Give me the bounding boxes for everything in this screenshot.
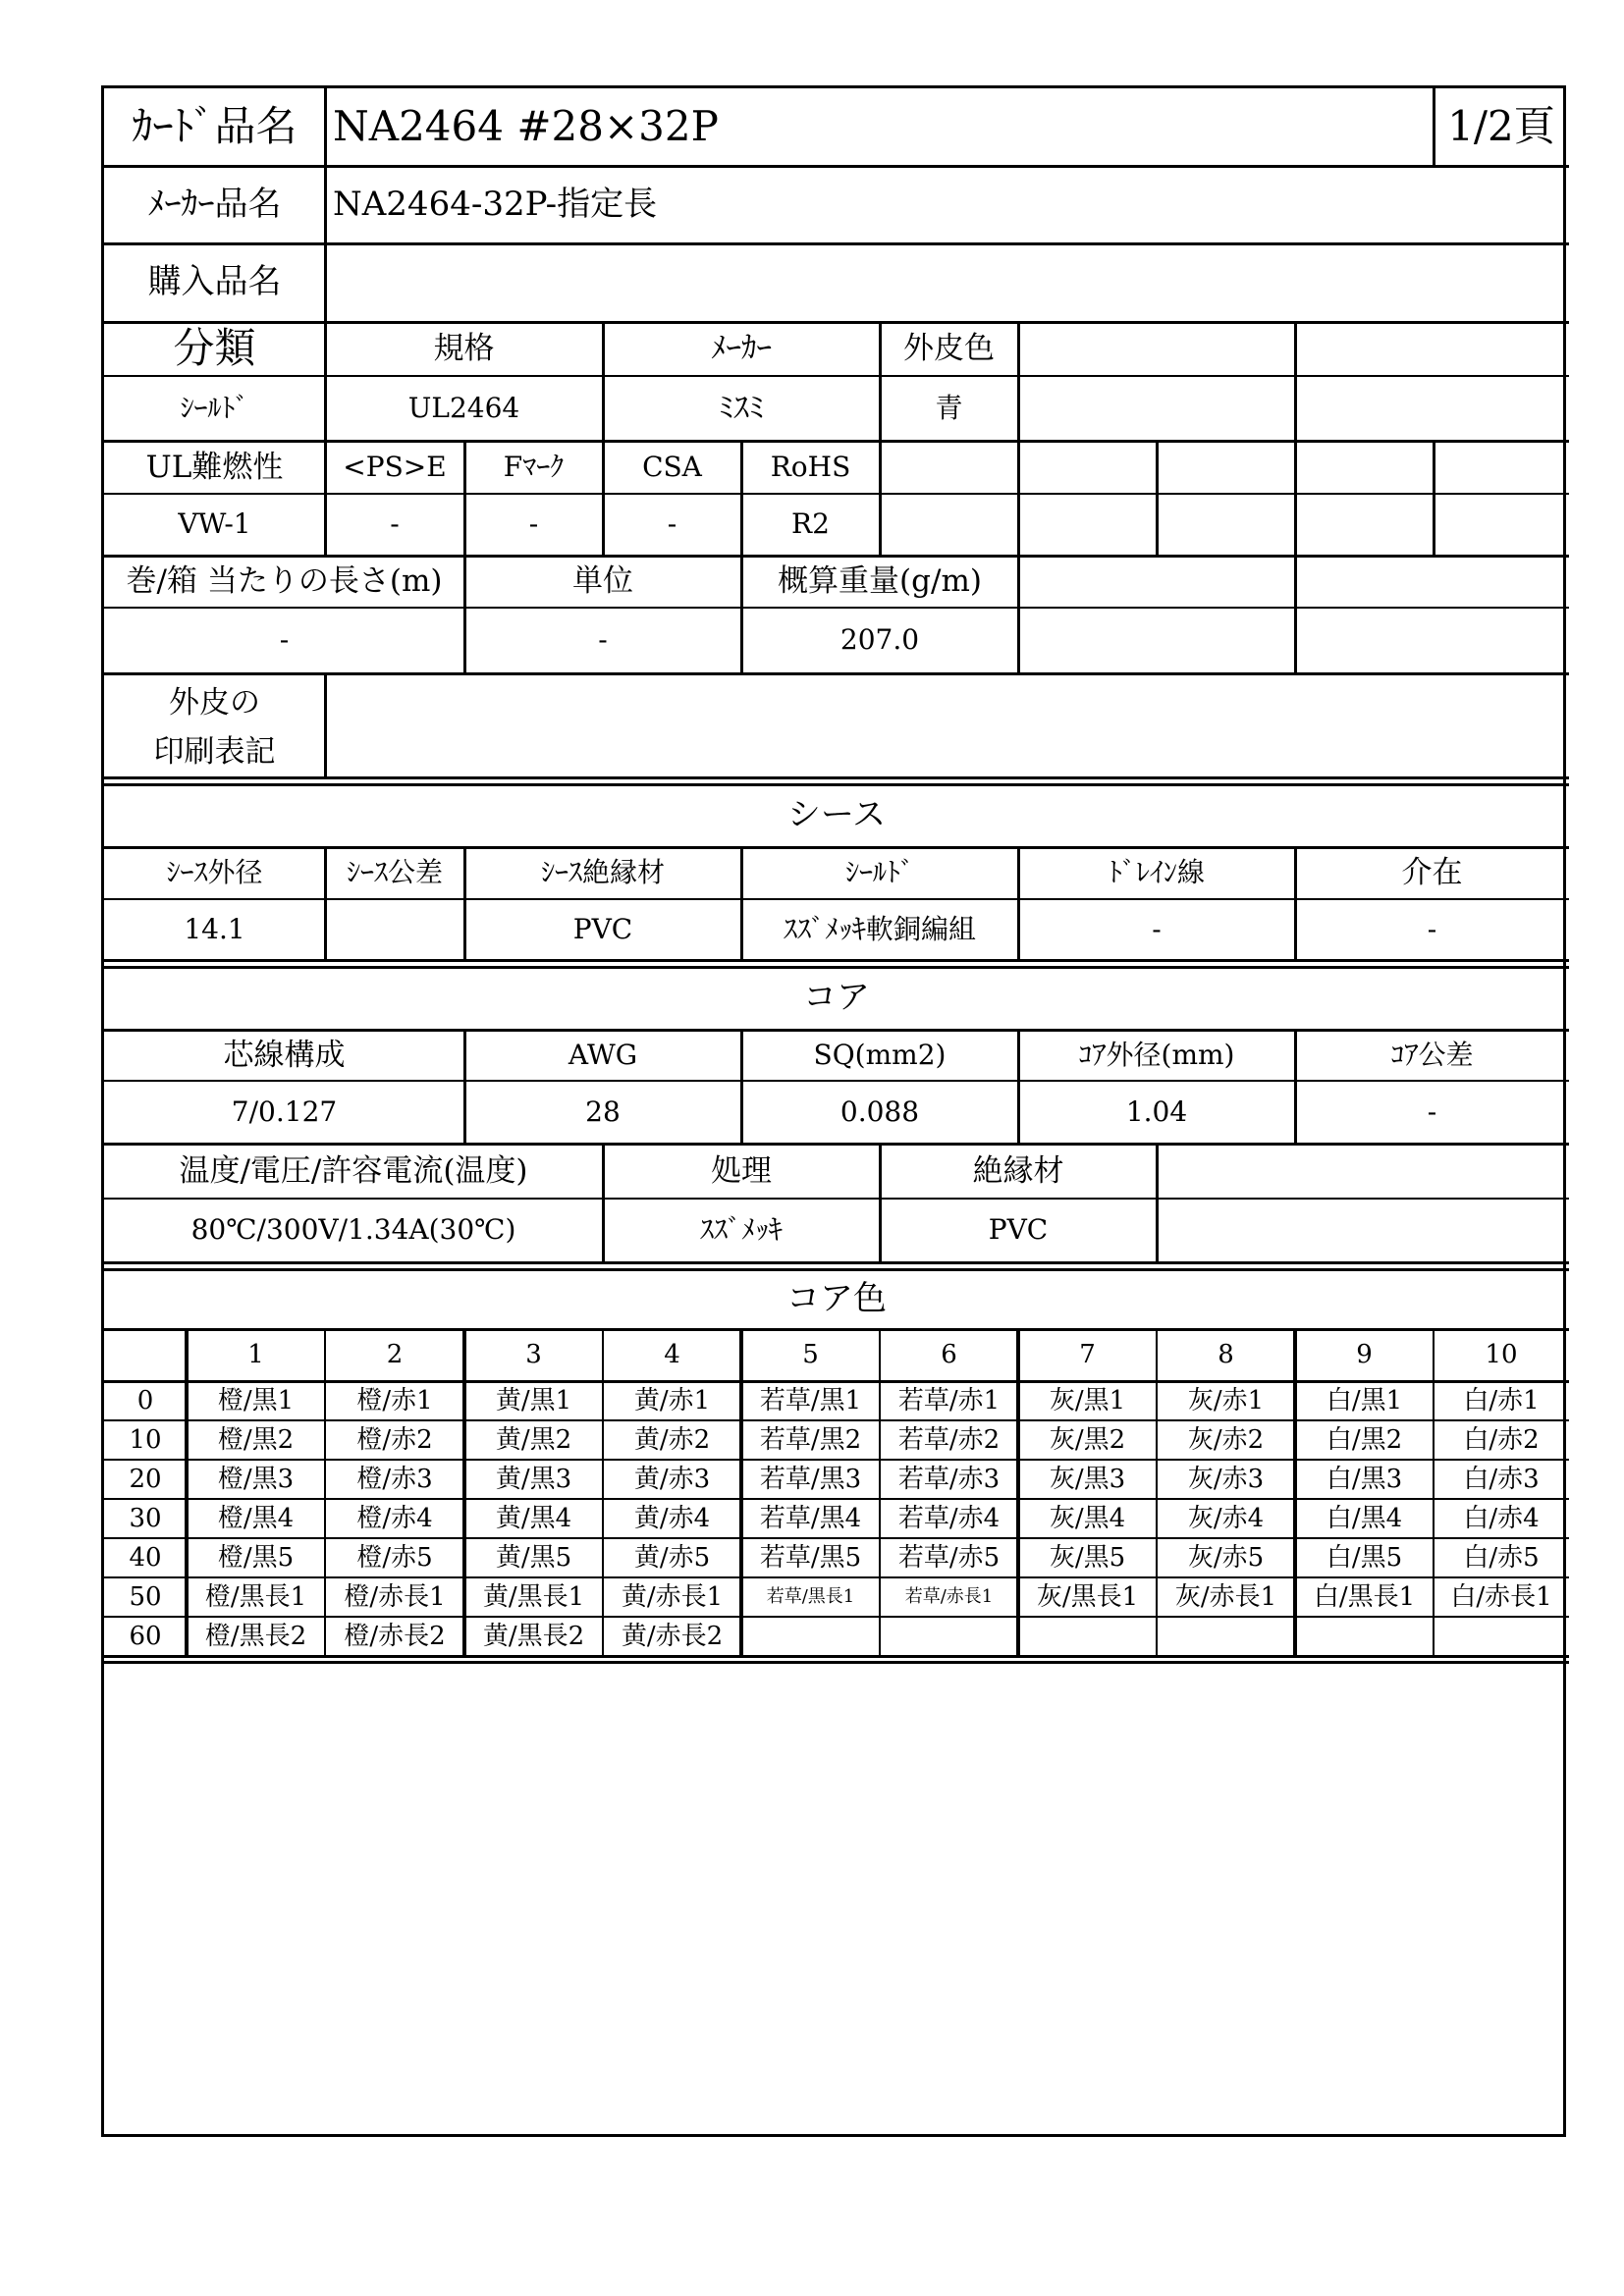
maker-name-value: NA2464-32P-指定長 [333,184,658,224]
classification-value: ﾐｽﾐ [718,390,765,426]
color-col-header: 1 [247,1340,264,1370]
purchase-name-label: 購入品名 [147,262,282,302]
color-cell: 橙/黒3 [217,1464,295,1494]
color-cell [1434,1617,1569,1656]
color-cell: 若草/黒5 [759,1542,862,1573]
color-cell: 若草/赤1 [897,1385,1001,1415]
classification-value: 青 [935,391,963,424]
color-col-header: 4 [664,1340,680,1370]
color-row-label: 20 [129,1464,162,1494]
sheath-label: ﾄﾞﾚｲﾝ線 [1108,856,1205,889]
certification-label: Fﾏｰｸ [503,450,565,483]
color-cell: 橙/黒長1 [204,1581,307,1612]
color-cell: 黄/赤2 [633,1424,711,1455]
color-cell: 黄/赤4 [633,1503,711,1533]
sheath-value: - [1427,912,1437,945]
core-label: 芯線構成 [223,1037,346,1073]
color-cell: 黄/黒3 [495,1464,572,1494]
classification-label: 規格 [433,331,495,367]
color-row-label: 30 [129,1503,162,1533]
color-cell [741,1617,880,1656]
sheath-label: ｼｰｽ外径 [166,856,263,889]
color-cell: 橙/黒2 [217,1424,295,1455]
length-value: - [598,623,608,657]
color-col-header: 2 [386,1340,404,1370]
length-label: 概算重量(g/m) [778,563,982,600]
certification-label: RoHS [770,450,851,483]
sheath-value: ｽｽﾞﾒｯｷ軟銅編組 [783,912,976,945]
color-cell: 橙/赤2 [356,1424,433,1455]
core-value: ｽｽﾞﾒｯｷ [699,1213,783,1247]
color-cell: 灰/赤3 [1187,1464,1265,1494]
spec-sheet [101,85,1566,2137]
color-cell: 若草/赤2 [897,1424,1001,1455]
color-cell: 黄/黒1 [495,1385,572,1415]
sheath-label: ｼｰｽ公差 [346,856,443,889]
color-cell: 白/黒1 [1326,1385,1403,1415]
certification-value: VW-1 [178,507,251,541]
color-col-header: 10 [1485,1340,1518,1370]
color-row-label: 10 [129,1424,162,1455]
maker-name-label: ﾒｰｶｰ品名 [147,184,282,224]
certification-value: - [667,507,677,541]
core-value: - [1427,1095,1437,1128]
color-cell: 若草/赤4 [897,1503,1001,1533]
color-cell [1295,1617,1434,1656]
color-cell: 橙/黒1 [217,1385,295,1415]
color-cell [1157,1617,1295,1656]
color-cell: 黄/赤長1 [621,1581,724,1612]
length-label: 巻/箱 当たりの長さ(m) [126,563,443,600]
color-cell: 黄/赤1 [633,1385,711,1415]
color-cell: 白/黒長1 [1313,1581,1416,1612]
color-cell [880,1617,1018,1656]
color-cell: 白/赤3 [1463,1464,1540,1494]
color-cell: 黄/赤長2 [621,1621,724,1651]
color-cell: 橙/赤長1 [344,1581,446,1612]
classification-label: ﾒｰｶｰ [711,331,772,367]
core-label: 絶縁材 [972,1152,1064,1189]
card-name-label: ｶｰﾄﾞ品名 [132,102,298,151]
color-cell: 黄/赤5 [633,1542,711,1573]
color-cell: 橙/赤4 [356,1503,433,1533]
purchase-name-value [325,243,1569,322]
color-cell: 橙/黒長2 [204,1621,307,1651]
color-cell: 灰/黒4 [1049,1503,1126,1533]
color-cell: 橙/黒5 [217,1542,295,1573]
color-cell: 若草/黒長1 [766,1586,855,1608]
core-label: AWG [568,1038,638,1071]
print-marking-label: 印刷表記 [153,734,276,771]
print-marking-value [325,673,1569,777]
color-cell: 灰/黒長1 [1036,1581,1139,1612]
core-label: SQ(mm2) [813,1038,947,1071]
color-cell: 白/黒3 [1326,1464,1403,1494]
color-cell: 黄/黒長2 [482,1621,585,1651]
core-label: 温度/電圧/許容電流(温度) [179,1152,528,1189]
core-value: 0.088 [839,1095,920,1128]
color-cell: 橙/赤3 [356,1464,433,1494]
grid-line [1433,441,1435,556]
grid-line [1017,441,1020,556]
color-cell: 白/黒2 [1326,1424,1403,1455]
page-indicator: 1/2頁 [1447,102,1555,151]
core-value: 7/0.127 [231,1095,338,1128]
color-cell: 若草/黒1 [759,1385,862,1415]
color-cell: 黄/黒4 [495,1503,572,1533]
color-cell: 灰/赤2 [1187,1424,1265,1455]
color-cell: 灰/黒5 [1049,1542,1126,1573]
sheath-label: ｼｰｽ絶縁材 [540,856,665,889]
core-value: PVC [988,1213,1049,1247]
certification-value: R2 [791,507,830,541]
color-cell: 橙/赤長2 [344,1621,446,1651]
classification-value: ｼｰﾙﾄﾞ [180,391,249,424]
color-cell: 灰/黒2 [1049,1424,1126,1455]
color-cell: 白/赤長1 [1450,1581,1552,1612]
color-cell: 白/黒4 [1326,1503,1403,1533]
core-label: ｺｱ外径(mm) [1078,1038,1235,1071]
core-value: 28 [585,1095,621,1128]
color-cell: 黄/黒長1 [482,1581,585,1612]
core-label: ｺｱ公差 [1390,1038,1474,1071]
color-cell: 白/赤2 [1463,1424,1540,1455]
card-name-value: NA2464 #28×32P [333,102,719,151]
color-cell: 若草/黒3 [759,1464,862,1494]
color-cell: 橙/黒4 [217,1503,295,1533]
sheath-value: 14.1 [184,912,245,945]
grid-line [1156,441,1159,556]
grid-line [1294,322,1297,441]
color-cell: 黄/黒2 [495,1424,572,1455]
length-value: - [279,623,290,657]
color-row-label: 40 [129,1542,162,1573]
sheath-value: - [1152,912,1162,945]
section-title-sheath: シース [786,795,887,835]
section-title-core: コア [803,978,870,1018]
color-cell: 橙/赤1 [356,1385,433,1415]
certification-label: UL難燃性 [145,449,284,485]
color-col-header: 3 [525,1340,542,1370]
grid-line [1294,441,1297,556]
color-col-header: 5 [802,1340,819,1370]
color-cell: 灰/赤長1 [1174,1581,1277,1612]
length-value: 207.0 [839,623,920,657]
color-cell: 黄/赤3 [633,1464,711,1494]
print-marking-label: 外皮の [169,684,260,721]
core-value: 1.04 [1125,1095,1188,1128]
sheath-label: 介在 [1401,855,1463,891]
sheath-value: PVC [572,912,633,945]
length-label: 単位 [572,563,633,600]
classification-label: 分類 [173,324,256,373]
certification-value: - [528,507,539,541]
color-cell: 灰/黒1 [1049,1385,1126,1415]
color-cell: 灰/赤1 [1187,1385,1265,1415]
grid-line [1294,556,1297,673]
classification-label: 外皮色 [903,331,995,367]
color-cell [1018,1617,1157,1656]
color-cell: 灰/黒3 [1049,1464,1126,1494]
core-value: 80℃/300V/1.34A(30℃) [190,1213,516,1247]
color-cell: 白/赤4 [1463,1503,1540,1533]
color-grid-hline [104,1661,1569,1664]
classification-value: UL2464 [407,391,520,424]
color-col-header: 7 [1079,1340,1096,1370]
color-col-header: 9 [1356,1340,1373,1370]
color-cell: 白/赤5 [1463,1542,1540,1573]
color-cell: 若草/赤3 [897,1464,1001,1494]
color-cell: 若草/赤長1 [904,1586,994,1608]
color-cell: 若草/黒4 [759,1503,862,1533]
certification-label: <PS>E [343,450,447,483]
color-row-label: 0 [136,1385,154,1415]
color-cell: 若草/黒2 [759,1424,862,1455]
certification-label: CSA [642,450,702,483]
certification-value: - [390,507,400,541]
core-label: 処理 [711,1152,772,1189]
color-cell: 灰/赤5 [1187,1542,1265,1573]
color-cell: 黄/黒5 [495,1542,572,1573]
sheath-label: ｼｰﾙﾄﾞ [844,856,914,889]
sheath-value [325,899,464,960]
color-row-label: 60 [129,1621,162,1651]
color-cell: 白/赤1 [1463,1385,1540,1415]
color-cell: 白/黒5 [1326,1542,1403,1573]
color-cell: 橙/赤5 [356,1542,433,1573]
color-col-header: 8 [1218,1340,1234,1370]
color-row-label: 50 [129,1581,162,1612]
section-title-core-color: コア色 [786,1278,887,1318]
color-cell: 若草/赤5 [897,1542,1001,1573]
color-col-header: 6 [941,1340,957,1370]
color-cell: 灰/赤4 [1187,1503,1265,1533]
